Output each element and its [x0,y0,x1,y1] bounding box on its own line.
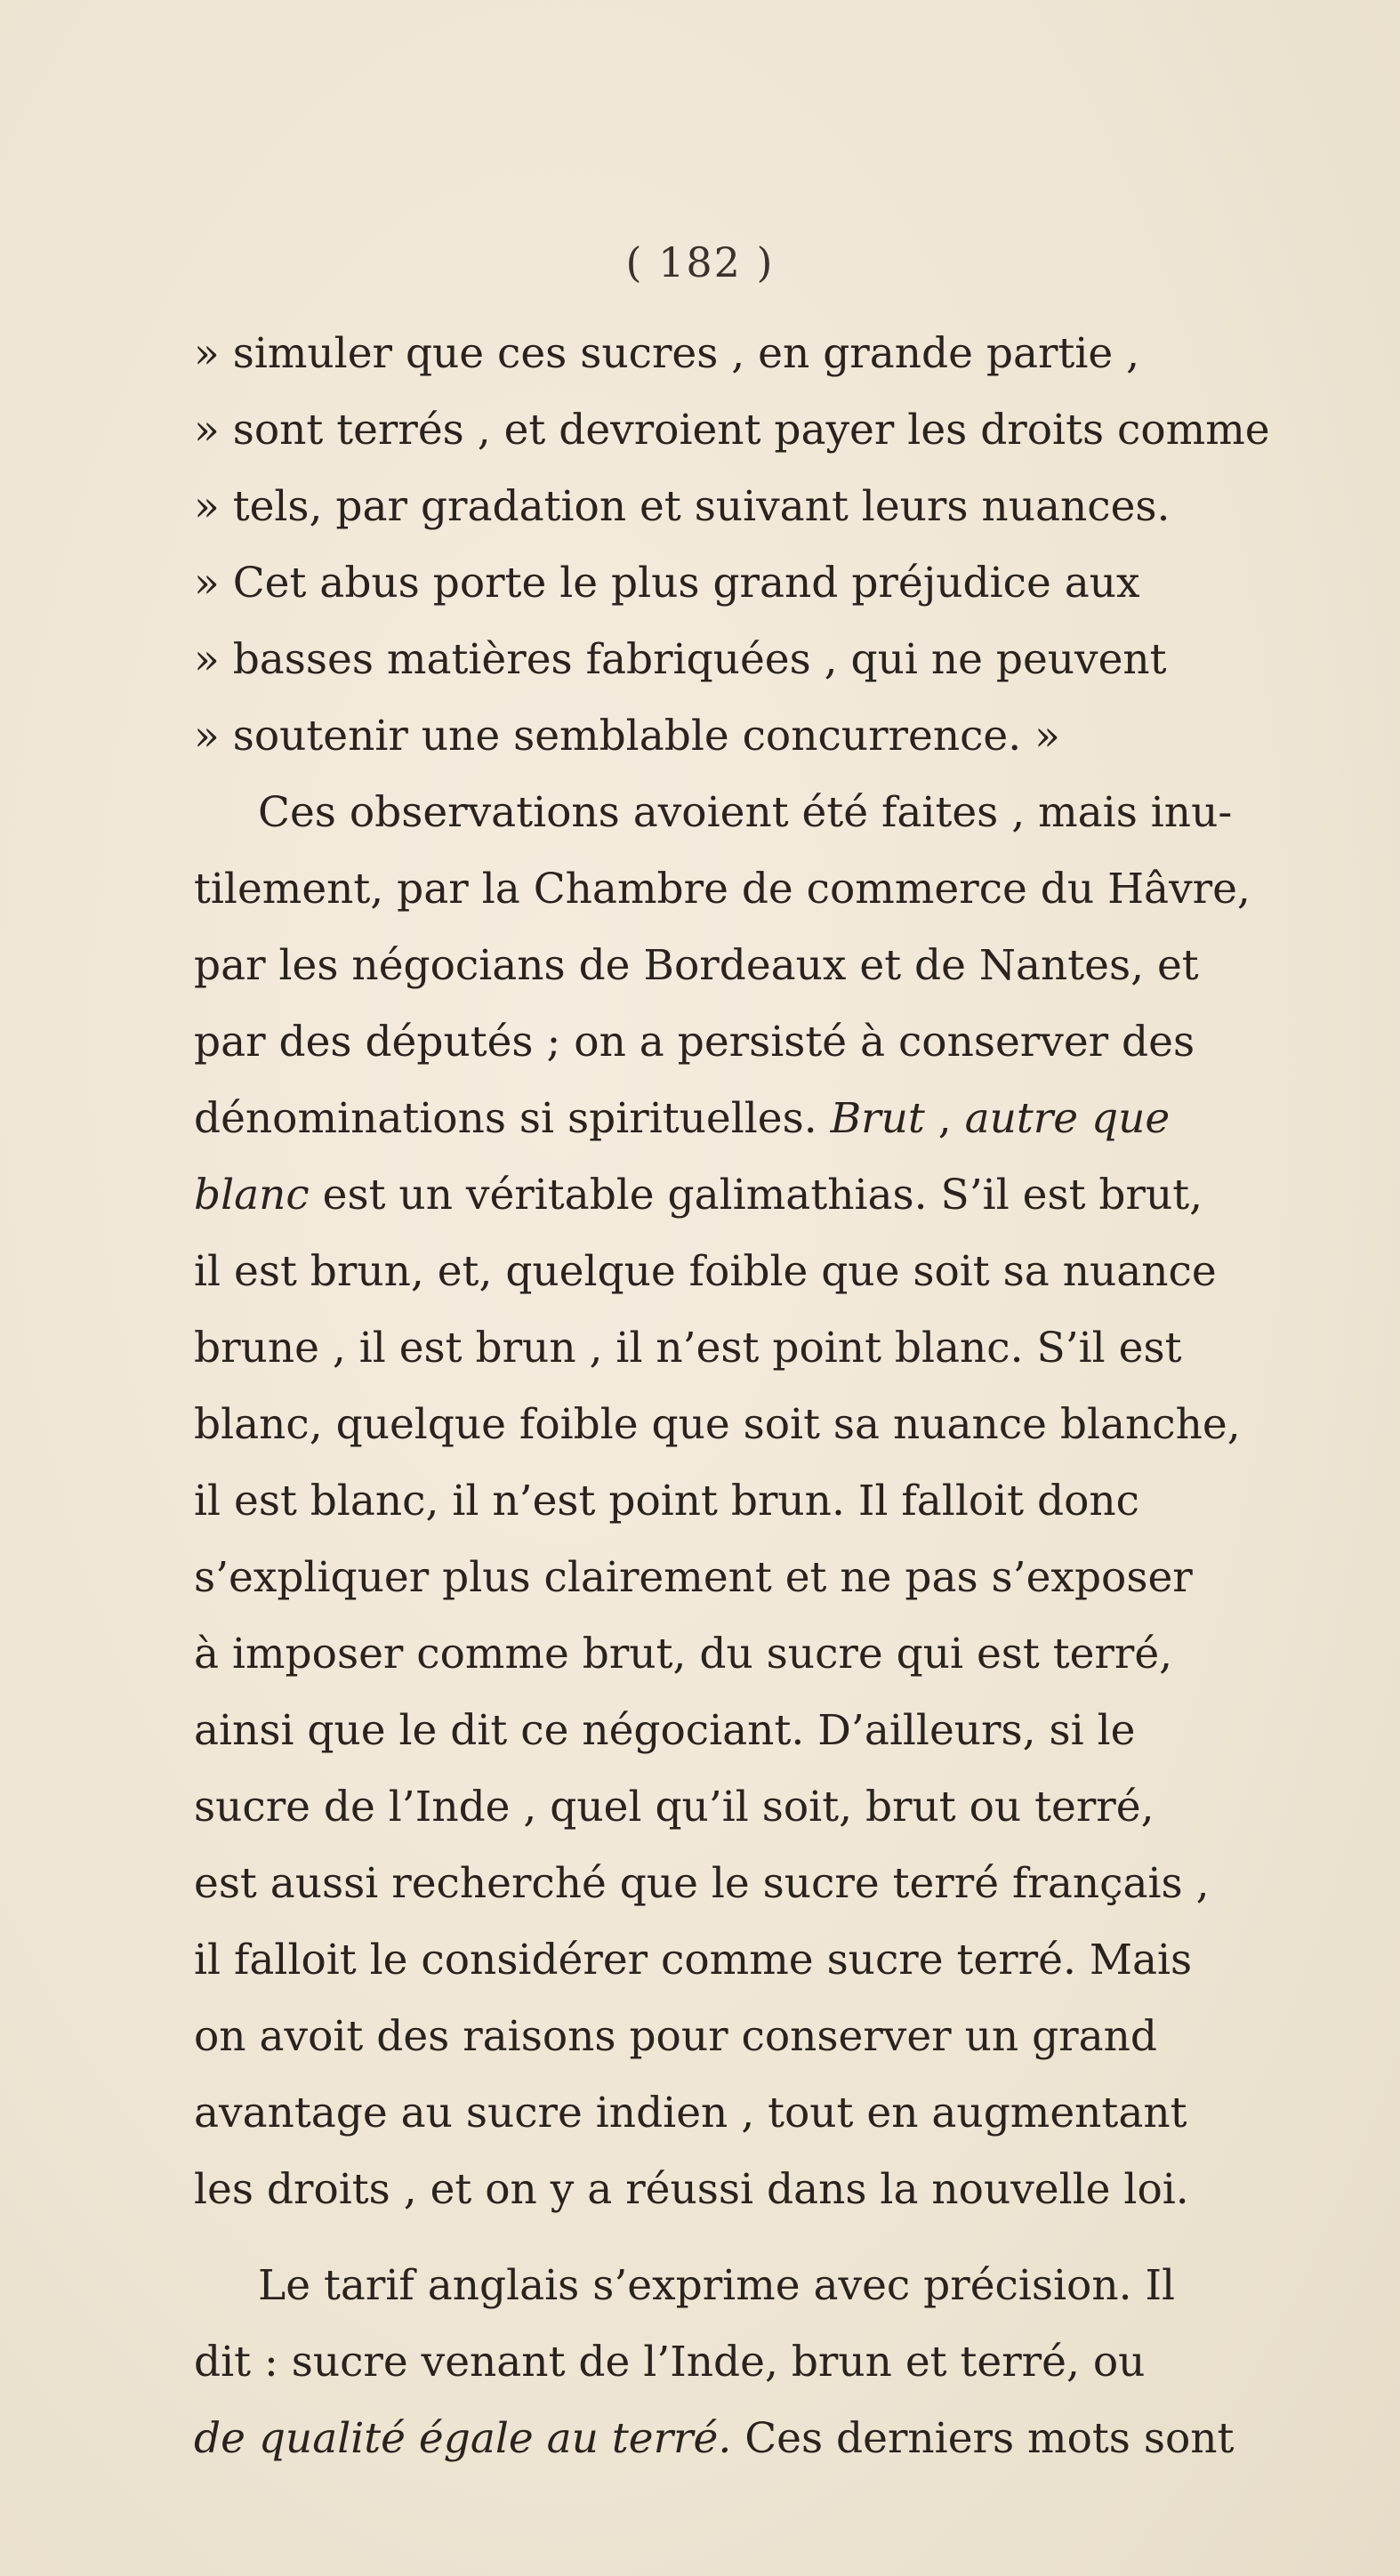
text-line: est aussi recherché que le sucre terré français , [194,1859,1210,1908]
text-line: par les négocians de Bordeaux et de Nantes, et [194,941,1199,990]
text-line: les droits , et on y a réussi dans la nouvelle loi. [194,2165,1189,2214]
text-line: brune , il est brun , il n’est point blanc. S’il est [194,1324,1182,1373]
page-number: ( 182 ) [625,238,775,286]
text-line: par des députés ; on a persisté à conserver des [194,1018,1195,1067]
text-line: s’expliquer plus clairement et ne pas s’exposer [194,1553,1193,1602]
paragraph-start-line: Le tarif anglais s’exprime avec précision. Il [258,2261,1176,2310]
paragraph-start-line: Ces observations avoient été faites , mais inu- [258,788,1233,837]
text-line: il falloit le considérer comme sucre terré. Mais [194,1936,1193,1984]
text-line [194,1157,1350,1234]
italic-term: Brut [830,1094,925,1143]
text-span: dénominations si spirituelles. [194,1094,831,1143]
text-line: à imposer comme brut, du sucre qui est terré, [194,1630,1173,1678]
text-line: » simuler que ces sucres , en grande partie , [194,329,1140,378]
text-line: blanc, quelque foible que soit sa nuance blanche, [194,1400,1241,1449]
text-line: il est blanc, il n’est point brun. Il falloit donc [194,1477,1139,1525]
text-span: , [924,1094,965,1143]
italic-term: blanc [194,1171,310,1220]
text-line: » Cet abus porte le plus grand préjudice aux [194,559,1140,608]
text-line: ainsi que le dit ce négociant. D’ailleurs, si le [194,1706,1136,1755]
text-line: sucre de l’Inde , quel qu’il soit, brut ou terré, [194,1783,1155,1831]
text-span: Ces derniers mots sont [731,2414,1235,2463]
text-line: avantage au sucre indien , tout en augmentant [194,2089,1187,2137]
italic-term: de qualité égale au terré. [194,2414,732,2463]
text-line: il est brun, et, quelque foible que soit sa nuance [194,1247,1217,1296]
page-body [194,316,1350,2477]
text-line: on avoit des raisons pour conserver un grand [194,2012,1157,2061]
text-line: dit : sucre venant de l’Inde, brun et terré, ou [194,2338,1146,2387]
text-line: » tels, par gradation et suivant leurs nuances. [194,482,1171,531]
text-span: est un véritable galimathias. S’il est brut, [309,1171,1203,1220]
text-line: tilement, par la Chambre de commerce du Hâvre, [194,865,1251,914]
italic-term: autre que [964,1094,1171,1143]
paragraph-gap [194,2228,1350,2248]
text-line: » soutenir une semblable concurrence. » [194,712,1060,761]
text-line: » sont terrés , et devroient payer les droits comme [194,406,1270,455]
text-line [194,1081,1350,1157]
text-line [194,2401,1350,2477]
text-line: » basses matières fabriquées , qui ne peuvent [194,635,1167,684]
